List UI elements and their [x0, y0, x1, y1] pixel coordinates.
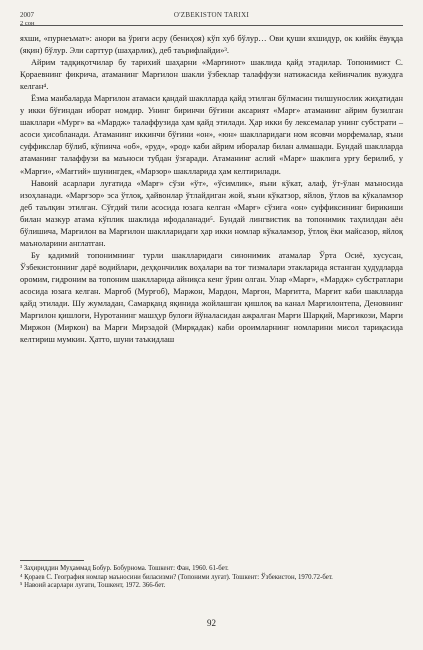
page-number: 92	[207, 618, 216, 628]
paragraph-5: Бу қадимий топонимнинг турли шаклларидаги синонимик атамалар Ўрта Осиё, хусусан, Ўзбекистоннинг дарё водийлари, деҳқончилик воҳалари ва тоғ тизмалари этакларида ястанган ҳудудларда оромим, гидроним ва топоним шаклларида айниқса кенг ўрин олган. Улар «Марғ», «Мардж» субстратлари асосида юзага келган. Марғоб (Мурғоб), Маржон, Мардон, Марғон, Марғитта, Марғит каби шаклларда қайд этилади. Шу жумладан, Самарқанд яқинида жойлашган қишлоқ ва канал Марғилонтепа, Деновнинг Марғилон қишлоғи, Нуротанинг машҳур булоғи йўналасидан ажралган Марғи Шарқий, Марғикози, Марғи Миржон (Миркон) ва Марғи Мирзадой (Мирқадак) каби ороимларнинг номларини мисол тариқасида келтириш мумкин. Ҳатто, шуни таъкидлаш	[20, 250, 403, 345]
header-year: 2007	[20, 11, 34, 19]
running-header	[20, 11, 403, 27]
footnote-3: ³ Заҳириддин Муҳаммад Бобур. Бобурнома. Тошкент: Фан, 1960. 61-бет.	[20, 565, 229, 572]
body-text	[20, 33, 403, 346]
footnotes	[20, 565, 403, 591]
footnote-rule	[20, 560, 84, 561]
paragraph-3: Ёзма манбаларда Марғилон атамаси қандай шаклларда қайд этилган бўлмасин тилшунослик жиҳатидан у икки бўғиндан иборат номдир. Унинг биринчи бўғини аксарият «Марғ» атаманинг айрим бузилган шакллари «Мург» ва «Мардж» талаффузида ҳам қайд этилади. Ҳар икки бу лексемалар унинг субстрати – асоси ҳисобланади. Атаманинг иккинчи бўғини «он», «юн» шаклларидаги ном ясовчи морфемалар, яъни суффикслар бўлиб, кўпинча «об», «руд», «род» каби айрим иборалар билан алмашади. Бундай шаклларда атаманинг талаффузи ва маъноси тубдан ўзгаради. Атаманинг аслий «Марғ» шаклига урғу берилиб, у «Марғи», «Мағгий» шунингдек, «Марзор» шаклларида ҳам келтирилади.	[20, 94, 403, 176]
header-rule	[20, 25, 403, 26]
header-issue: 2 сон	[20, 20, 35, 27]
paragraph-2: Айрим тадқиқотчилар бу тарихий шаҳарни «Марғинот» шаклида қайд этадилар. Топонимист С. Қораевнинг фикрича, атаманинг Марғилон шакли ўзбеклар талаффузи натижасида кейинчалик вужудга келган⁴.	[20, 58, 403, 92]
footnote-5: ⁵ Навоий асарлари луғати, Тошкент, 1972. 366-бет.	[20, 582, 166, 590]
paragraph-1: яхши, «пурнеъмат»: анори ва ўриги асру (бениҳоя) кўп хуб бўлур… Ови қуши яхшидур, ок киййк ёвуқда (яқин) бўлур. Эли сарттур (шаҳарлик), деб таърифлайди»³.	[20, 34, 403, 56]
journal-title: O'ZBEKISTON TARIXI	[173, 11, 250, 19]
footnote-4: ⁴ Қораев С. География номлар маъносини биласизми? (Топоними луғат). Тошкент: Ўзбекистон, 1970.72-бет.	[20, 573, 333, 581]
paragraph-4: Навоий асарлари луғатида «Марғ» сўзи «ўт», «ўсимлик», яъни кўкат, алаф, ўт-ўлан маъносида изоҳланади. «Марғзор» эса ўтлоқ, ҳайвонлар ўтлайдиган жой, яъни кўкатзор, яйлов, ўтлов ва кўкаламзор деб таълқин этилган. Сўғдий тили асосида юзага келган «Марғ» сўзига «он» суффиксининг бирикиши билан мазкур атама кўплик шаклида ифодаланади⁵. Бундай лингвистик ва топонимик таҳлилдан аён бўлишича, Марғилон ва Марғилон шаклларидаги ҳар икки номлар кўкаламзор, ўтлоқ ёки майсазор, яйлоқ маъноларини англатган.	[20, 178, 403, 248]
